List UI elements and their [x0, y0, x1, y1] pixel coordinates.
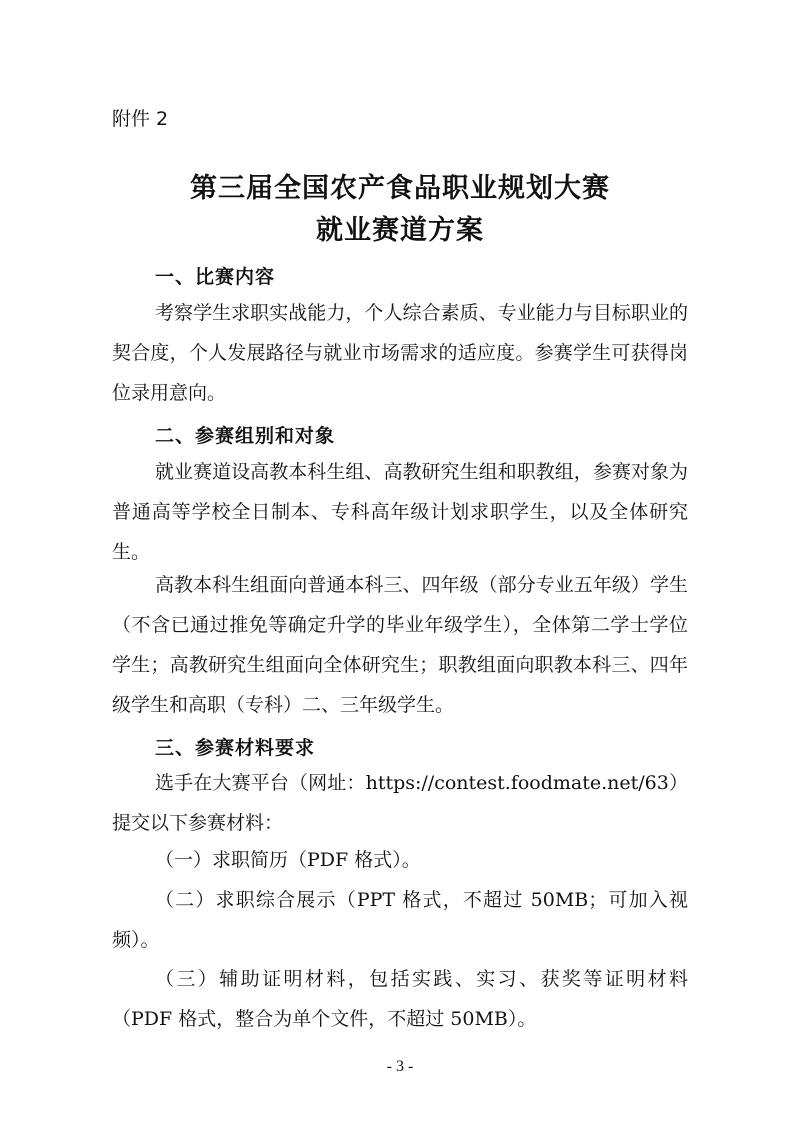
annex-label: 附件 2	[112, 108, 169, 130]
materials-item-3: （三）辅助证明材料，包括实践、实习、获奖等证明材料（PDF 格式，整合为单个文件，不超过 50MB）。	[112, 968, 688, 1030]
document-title-line-1: 第三届全国农产食品职业规划大赛	[190, 173, 610, 204]
groups-paragraph-1: 就业赛道设高教本科生组、高教研究生组和职教组，参赛对象为普通高等学校全日制本、专科高年级计划求职学生，以及全体研究生。	[112, 461, 688, 563]
groups-paragraph-2: 高教本科生组面向普通本科三、四年级（部分专业五年级）学生（不含已通过推免等确定升学的毕业年级学生），全体第二学士学位学生；高教研究生组面向全体研究生；职教组面向职教本科三、四年级学生和高职（专科）二、三年级学生。	[112, 574, 688, 716]
materials-paragraph-intro: 选手在大赛平台（网址：https://contest.foodmate.net/63）提交以下参赛材料：	[112, 772, 688, 834]
materials-item-2: （二）求职综合展示（PPT 格式，不超过 50MB；可加入视频）。	[112, 889, 688, 951]
page-number: - 3 -	[386, 1058, 414, 1075]
section-heading-groups: 二、参赛组别和对象	[155, 425, 336, 447]
materials-item-1: （一）求职简历（PDF 格式）。	[155, 849, 421, 871]
section-content-paragraph: 考察学生求职实战能力，个人综合素质、专业能力与目标职业的契合度，个人发展路径与就业市场需求的适应度。参赛学生可获得岗位录用意向。	[112, 302, 688, 404]
document-title-line-2: 就业赛道方案	[316, 215, 484, 246]
section-heading-materials: 三、参赛材料要求	[155, 737, 316, 759]
section-heading-content: 一、比赛内容	[155, 266, 276, 288]
